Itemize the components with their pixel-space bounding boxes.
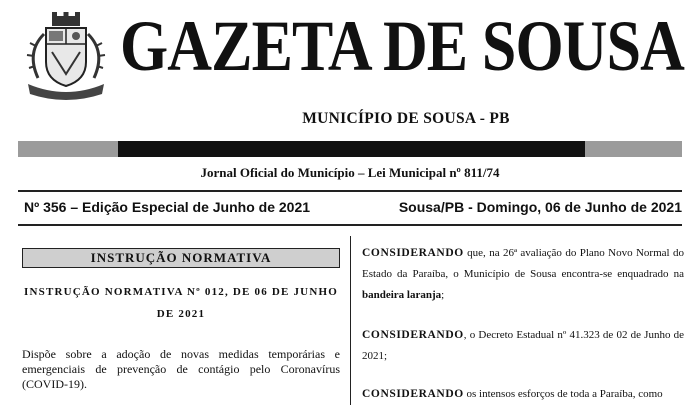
newspaper-title: GAZETA DE SOUSA (120, 6, 685, 86)
edition-number: Nº 356 – Edição Especial de Junho de 2021 (24, 199, 311, 215)
paragraph-text: que, na 26ª avaliação do Plano Novo Normal do Estado da Paraíba, o Município de Sousa encontra-se enquadrado na (362, 247, 684, 280)
divider-rule (18, 224, 682, 226)
paragraph-lead: CONSIDERANDO (362, 329, 464, 341)
edition-date: Sousa/PB - Domingo, 06 de Junho de 2021 (398, 199, 682, 215)
paragraph-text: , o Decreto Estadual nº 41.323 de 02 de Junho de 2021; (362, 329, 684, 362)
document-summary: Dispõe sobre a adoção de novas medidas temporárias e emergenciais de prevenção de contágio pelo Coronavírus (COVID-19). (22, 347, 340, 391)
paragraph (362, 243, 684, 306)
paragraph (362, 384, 684, 405)
official-journal-line: Jornal Oficial do Município – Lei Municipal nº 811/74 (200, 165, 500, 180)
paragraph (362, 325, 684, 367)
header-band-left (18, 141, 118, 157)
header-band-right (585, 141, 682, 157)
highlighted-term: bandeira laranja (362, 289, 442, 301)
paragraph-lead: CONSIDERANDO (362, 247, 464, 259)
paragraph-lead: CONSIDERANDO (362, 388, 464, 400)
municipality-name: MUNICÍPIO DE SOUSA - PB (302, 110, 510, 127)
paragraph-tail: ; (441, 289, 445, 301)
section-header: INSTRUÇÃO NORMATIVA (22, 248, 340, 268)
document-title: INSTRUÇÃO NORMATIVA Nº 012, DE 06 DE JUNHO DE 2021 (24, 286, 338, 320)
column-divider (350, 236, 351, 405)
coat-of-arms-icon (18, 12, 114, 104)
header-band-center (118, 141, 585, 157)
divider-rule (18, 190, 682, 192)
paragraph-text: os intensos esforços de toda a Paraíba, como (463, 388, 663, 400)
